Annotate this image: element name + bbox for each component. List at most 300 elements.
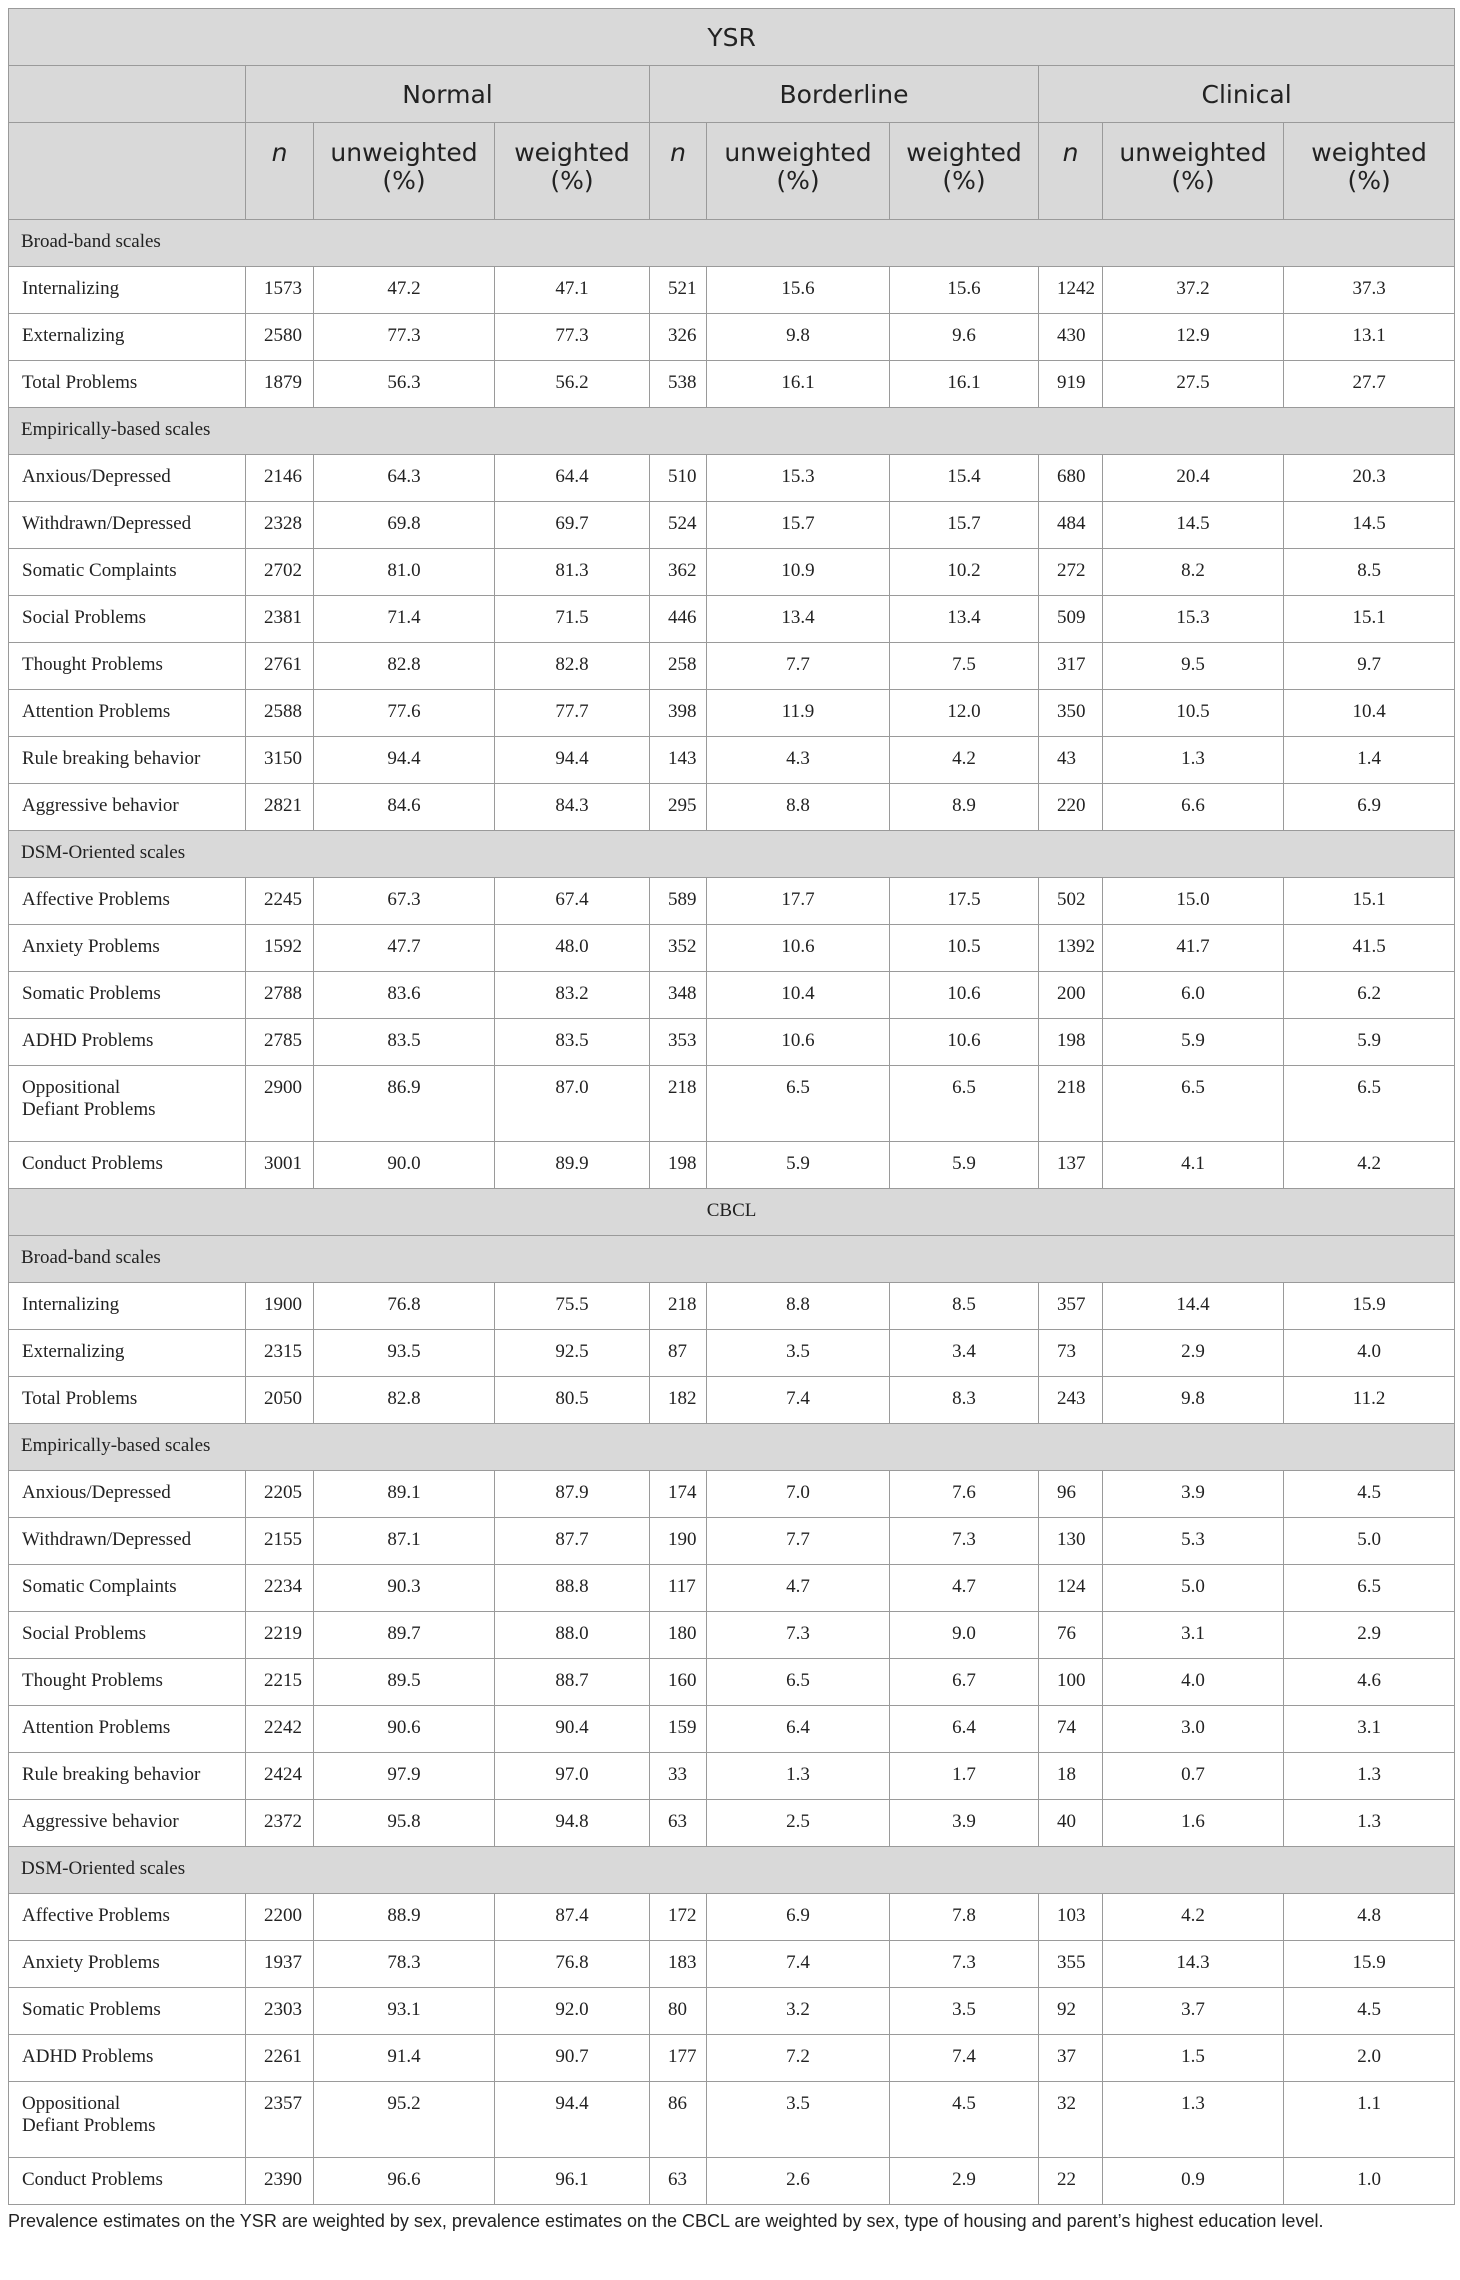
cell-weighted: 83.5 <box>495 1019 650 1066</box>
cell-weighted: 1.1 <box>1284 2082 1455 2158</box>
table-row <box>9 1706 1455 1753</box>
cell-n: 357 <box>1039 1283 1103 1330</box>
cell-weighted: 90.4 <box>495 1706 650 1753</box>
cell-unweighted: 94.4 <box>314 737 495 784</box>
row-label: Somatic Complaints <box>9 1565 246 1612</box>
section-header-row <box>9 1847 1455 1894</box>
cell-n: 2219 <box>246 1612 314 1659</box>
cell-weighted: 47.1 <box>495 267 650 314</box>
header-unweighted: unweighted (%) <box>707 123 890 220</box>
table-row <box>9 2158 1455 2205</box>
row-label: Rule breaking behavior <box>9 1753 246 1800</box>
cell-n: 680 <box>1039 455 1103 502</box>
cell-unweighted: 4.3 <box>707 737 890 784</box>
cell-n: 524 <box>650 502 707 549</box>
cell-weighted: 4.2 <box>890 737 1039 784</box>
cell-n: 2372 <box>246 1800 314 1847</box>
cell-weighted: 4.0 <box>1284 1330 1455 1377</box>
row-label: Total Problems <box>9 361 246 408</box>
cell-unweighted: 3.1 <box>1103 1612 1284 1659</box>
row-label: Externalizing <box>9 1330 246 1377</box>
cell-unweighted: 82.8 <box>314 1377 495 1424</box>
cell-n: 446 <box>650 596 707 643</box>
cell-n: 63 <box>650 2158 707 2205</box>
cell-weighted: 87.9 <box>495 1471 650 1518</box>
cell-weighted: 87.4 <box>495 1894 650 1941</box>
cell-weighted: 15.7 <box>890 502 1039 549</box>
cell-n: 33 <box>650 1753 707 1800</box>
cell-n: 2900 <box>246 1066 314 1142</box>
cell-unweighted: 89.5 <box>314 1659 495 1706</box>
cell-weighted: 4.5 <box>1284 1471 1455 1518</box>
cell-n: 2303 <box>246 1988 314 2035</box>
cell-weighted: 7.8 <box>890 1894 1039 1941</box>
cell-n: 198 <box>650 1142 707 1189</box>
section-header-row <box>9 1424 1455 1471</box>
cell-unweighted: 1.3 <box>1103 2082 1284 2158</box>
cell-unweighted: 77.6 <box>314 690 495 737</box>
cell-weighted: 2.9 <box>1284 1612 1455 1659</box>
cell-weighted: 1.3 <box>1284 1800 1455 1847</box>
cell-n: 2315 <box>246 1330 314 1377</box>
cell-n: 3150 <box>246 737 314 784</box>
cell-unweighted: 69.8 <box>314 502 495 549</box>
row-label: Affective Problems <box>9 1894 246 1941</box>
cell-weighted: 75.5 <box>495 1283 650 1330</box>
cell-weighted: 6.7 <box>890 1659 1039 1706</box>
cell-unweighted: 14.4 <box>1103 1283 1284 1330</box>
cell-n: 362 <box>650 549 707 596</box>
cell-weighted: 9.6 <box>890 314 1039 361</box>
table-row <box>9 690 1455 737</box>
cell-n: 2588 <box>246 690 314 737</box>
cell-weighted: 8.5 <box>1284 549 1455 596</box>
table-row <box>9 1471 1455 1518</box>
cell-weighted: 7.6 <box>890 1471 1039 1518</box>
table-row <box>9 972 1455 1019</box>
cell-unweighted: 9.5 <box>1103 643 1284 690</box>
cell-weighted: 56.2 <box>495 361 650 408</box>
table-row <box>9 925 1455 972</box>
cell-n: 80 <box>650 1988 707 2035</box>
cell-unweighted: 47.7 <box>314 925 495 972</box>
cell-unweighted: 6.4 <box>707 1706 890 1753</box>
cell-unweighted: 9.8 <box>1103 1377 1284 1424</box>
cell-unweighted: 83.6 <box>314 972 495 1019</box>
cell-unweighted: 1.3 <box>1103 737 1284 784</box>
cell-unweighted: 7.4 <box>707 1377 890 1424</box>
cell-unweighted: 95.8 <box>314 1800 495 1847</box>
cell-n: 2580 <box>246 314 314 361</box>
cell-unweighted: 5.3 <box>1103 1518 1284 1565</box>
cell-weighted: 6.5 <box>1284 1066 1455 1142</box>
instrument-header-ysr: YSR <box>9 9 1455 66</box>
cell-n: 2424 <box>246 1753 314 1800</box>
cell-weighted: 13.4 <box>890 596 1039 643</box>
cell-unweighted: 78.3 <box>314 1941 495 1988</box>
cell-unweighted: 15.3 <box>707 455 890 502</box>
cell-unweighted: 86.9 <box>314 1066 495 1142</box>
cell-unweighted: 16.1 <box>707 361 890 408</box>
cell-unweighted: 90.3 <box>314 1565 495 1612</box>
cell-n: 3001 <box>246 1142 314 1189</box>
cell-n: 117 <box>650 1565 707 1612</box>
cell-unweighted: 47.2 <box>314 267 495 314</box>
table-row <box>9 1988 1455 2035</box>
cell-n: 2245 <box>246 878 314 925</box>
table-row <box>9 1800 1455 1847</box>
header-unweighted: unweighted (%) <box>1103 123 1284 220</box>
cell-n: 1242 <box>1039 267 1103 314</box>
cell-weighted: 17.5 <box>890 878 1039 925</box>
cell-unweighted: 41.7 <box>1103 925 1284 972</box>
cell-n: 63 <box>650 1800 707 1847</box>
cell-n: 2381 <box>246 596 314 643</box>
cell-unweighted: 14.3 <box>1103 1941 1284 1988</box>
cell-weighted: 3.1 <box>1284 1706 1455 1753</box>
cell-unweighted: 67.3 <box>314 878 495 925</box>
cell-weighted: 92.0 <box>495 1988 650 2035</box>
cell-weighted: 1.7 <box>890 1753 1039 1800</box>
cell-n: 180 <box>650 1612 707 1659</box>
cell-weighted: 8.3 <box>890 1377 1039 1424</box>
cell-n: 137 <box>1039 1142 1103 1189</box>
cell-unweighted: 7.2 <box>707 2035 890 2082</box>
cell-n: 1879 <box>246 361 314 408</box>
cell-n: 243 <box>1039 1377 1103 1424</box>
row-label: Somatic Complaints <box>9 549 246 596</box>
cell-weighted: 16.1 <box>890 361 1039 408</box>
cell-weighted: 7.3 <box>890 1941 1039 1988</box>
cell-unweighted: 3.5 <box>707 2082 890 2158</box>
row-label: Aggressive behavior <box>9 1800 246 1847</box>
row-label: ADHD Problems <box>9 2035 246 2082</box>
prevalence-table <box>8 8 1455 2205</box>
header-weighted: weighted (%) <box>495 123 650 220</box>
table-row <box>9 1894 1455 1941</box>
cell-unweighted: 2.6 <box>707 2158 890 2205</box>
cell-weighted: 96.1 <box>495 2158 650 2205</box>
cell-weighted: 4.5 <box>890 2082 1039 2158</box>
cell-weighted: 41.5 <box>1284 925 1455 972</box>
section-title: Broad-band scales <box>9 220 1455 267</box>
cell-weighted: 8.5 <box>890 1283 1039 1330</box>
table-row <box>9 361 1455 408</box>
cell-n: 130 <box>1039 1518 1103 1565</box>
cell-weighted: 6.9 <box>1284 784 1455 831</box>
cell-n: 160 <box>650 1659 707 1706</box>
cell-n: 398 <box>650 690 707 737</box>
cell-n: 2155 <box>246 1518 314 1565</box>
cell-unweighted: 1.5 <box>1103 2035 1284 2082</box>
row-label: Withdrawn/Depressed <box>9 502 246 549</box>
header-borderline: Borderline <box>650 66 1039 123</box>
cell-unweighted: 89.1 <box>314 1471 495 1518</box>
cell-n: 198 <box>1039 1019 1103 1066</box>
header-normal: Normal <box>246 66 650 123</box>
cell-unweighted: 6.9 <box>707 1894 890 1941</box>
cell-weighted: 90.7 <box>495 2035 650 2082</box>
cell-n: 326 <box>650 314 707 361</box>
cell-n: 430 <box>1039 314 1103 361</box>
row-label: ADHD Problems <box>9 1019 246 1066</box>
cell-weighted: 97.0 <box>495 1753 650 1800</box>
cell-n: 218 <box>650 1066 707 1142</box>
cell-weighted: 88.0 <box>495 1612 650 1659</box>
row-label: Conduct Problems <box>9 1142 246 1189</box>
section-title: Broad-band scales <box>9 1236 1455 1283</box>
cell-n: 484 <box>1039 502 1103 549</box>
section-title: Empirically-based scales <box>9 408 1455 455</box>
table-footnote: Prevalence estimates on the YSR are weighted by sex, prevalence estimates on the CBCL are weighted by sex, type of housing and parent’s highest education level. <box>8 2211 1324 2231</box>
cell-n: 2200 <box>246 1894 314 1941</box>
header-weighted: weighted (%) <box>890 123 1039 220</box>
table-row <box>9 1283 1455 1330</box>
cell-n: 2761 <box>246 643 314 690</box>
cell-weighted: 87.0 <box>495 1066 650 1142</box>
cell-weighted: 3.9 <box>890 1800 1039 1847</box>
section-header-row <box>9 408 1455 455</box>
cell-unweighted: 7.7 <box>707 1518 890 1565</box>
table-row <box>9 267 1455 314</box>
cell-n: 218 <box>650 1283 707 1330</box>
row-label: Oppositional Defiant Problems <box>9 1066 246 1142</box>
cell-unweighted: 93.1 <box>314 1988 495 2035</box>
row-label: Affective Problems <box>9 878 246 925</box>
cell-n: 353 <box>650 1019 707 1066</box>
cell-weighted: 15.4 <box>890 455 1039 502</box>
cell-unweighted: 27.5 <box>1103 361 1284 408</box>
cell-weighted: 4.5 <box>1284 1988 1455 2035</box>
cell-n: 2821 <box>246 784 314 831</box>
cell-unweighted: 77.3 <box>314 314 495 361</box>
cell-weighted: 6.5 <box>890 1066 1039 1142</box>
cell-weighted: 7.3 <box>890 1518 1039 1565</box>
cell-unweighted: 15.6 <box>707 267 890 314</box>
cell-unweighted: 1.6 <box>1103 1800 1284 1847</box>
row-label: Anxiety Problems <box>9 925 246 972</box>
row-label: Internalizing <box>9 267 246 314</box>
cell-weighted: 14.5 <box>1284 502 1455 549</box>
cell-n: 2234 <box>246 1565 314 1612</box>
cell-n: 40 <box>1039 1800 1103 1847</box>
section-title: DSM-Oriented scales <box>9 831 1455 878</box>
table-row <box>9 1753 1455 1800</box>
section-header-row <box>9 1236 1455 1283</box>
cell-unweighted: 15.7 <box>707 502 890 549</box>
cell-n: 74 <box>1039 1706 1103 1753</box>
cell-unweighted: 88.9 <box>314 1894 495 1941</box>
cell-unweighted: 5.0 <box>1103 1565 1284 1612</box>
cell-unweighted: 93.5 <box>314 1330 495 1377</box>
cell-n: 2050 <box>246 1377 314 1424</box>
cell-weighted: 10.5 <box>890 925 1039 972</box>
cell-n: 92 <box>1039 1988 1103 2035</box>
cell-weighted: 67.4 <box>495 878 650 925</box>
cell-n: 2390 <box>246 2158 314 2205</box>
cell-unweighted: 13.4 <box>707 596 890 643</box>
table-row <box>9 314 1455 361</box>
table-row <box>9 2082 1455 2158</box>
header-weighted: weighted (%) <box>1284 123 1455 220</box>
cell-weighted: 4.6 <box>1284 1659 1455 1706</box>
cell-weighted: 4.8 <box>1284 1894 1455 1941</box>
cell-weighted: 6.4 <box>890 1706 1039 1753</box>
cell-unweighted: 6.0 <box>1103 972 1284 1019</box>
table-row <box>9 1518 1455 1565</box>
table-row <box>9 1142 1455 1189</box>
cell-unweighted: 15.0 <box>1103 878 1284 925</box>
cell-n: 348 <box>650 972 707 1019</box>
cell-unweighted: 10.9 <box>707 549 890 596</box>
row-label: Total Problems <box>9 1377 246 1424</box>
cell-unweighted: 87.1 <box>314 1518 495 1565</box>
table-row <box>9 784 1455 831</box>
cell-weighted: 20.3 <box>1284 455 1455 502</box>
cell-unweighted: 89.7 <box>314 1612 495 1659</box>
table-row <box>9 878 1455 925</box>
table-row <box>9 502 1455 549</box>
cell-n: 2788 <box>246 972 314 1019</box>
cell-unweighted: 2.5 <box>707 1800 890 1847</box>
cell-unweighted: 4.7 <box>707 1565 890 1612</box>
cell-unweighted: 0.7 <box>1103 1753 1284 1800</box>
cell-unweighted: 3.0 <box>1103 1706 1284 1753</box>
cell-unweighted: 6.5 <box>1103 1066 1284 1142</box>
cell-n: 218 <box>1039 1066 1103 1142</box>
cell-n: 1392 <box>1039 925 1103 972</box>
cell-unweighted: 8.8 <box>707 1283 890 1330</box>
cell-n: 100 <box>1039 1659 1103 1706</box>
prevalence-table-figure <box>8 8 1454 2232</box>
cell-n: 2215 <box>246 1659 314 1706</box>
cell-unweighted: 17.7 <box>707 878 890 925</box>
row-label: Withdrawn/Depressed <box>9 1518 246 1565</box>
section-title: DSM-Oriented scales <box>9 1847 1455 1894</box>
cell-n: 919 <box>1039 361 1103 408</box>
cell-weighted: 71.5 <box>495 596 650 643</box>
cell-n: 183 <box>650 1941 707 1988</box>
cell-unweighted: 1.3 <box>707 1753 890 1800</box>
header-blank <box>9 123 246 220</box>
cell-unweighted: 0.9 <box>1103 2158 1284 2205</box>
cell-n: 86 <box>650 2082 707 2158</box>
cell-n: 174 <box>650 1471 707 1518</box>
cell-unweighted: 5.9 <box>707 1142 890 1189</box>
cell-weighted: 2.0 <box>1284 2035 1455 2082</box>
table-row <box>9 549 1455 596</box>
cell-unweighted: 2.9 <box>1103 1330 1284 1377</box>
cell-n: 43 <box>1039 737 1103 784</box>
cell-n: 350 <box>1039 690 1103 737</box>
cell-n: 2328 <box>246 502 314 549</box>
cell-weighted: 82.8 <box>495 643 650 690</box>
cell-weighted: 1.4 <box>1284 737 1455 784</box>
table-row <box>9 1066 1455 1142</box>
cell-unweighted: 95.2 <box>314 2082 495 2158</box>
cell-unweighted: 97.9 <box>314 1753 495 1800</box>
cell-weighted: 5.9 <box>1284 1019 1455 1066</box>
cell-weighted: 76.8 <box>495 1941 650 1988</box>
table-row <box>9 1941 1455 1988</box>
cell-unweighted: 6.5 <box>707 1066 890 1142</box>
cell-weighted: 27.7 <box>1284 361 1455 408</box>
table-row <box>9 2035 1455 2082</box>
cell-unweighted: 4.0 <box>1103 1659 1284 1706</box>
cell-unweighted: 9.8 <box>707 314 890 361</box>
cell-unweighted: 3.5 <box>707 1330 890 1377</box>
cell-n: 2242 <box>246 1706 314 1753</box>
table-row <box>9 1659 1455 1706</box>
row-label: Anxious/Depressed <box>9 455 246 502</box>
cell-unweighted: 37.2 <box>1103 267 1284 314</box>
cell-weighted: 7.4 <box>890 2035 1039 2082</box>
header-unweighted: unweighted (%) <box>314 123 495 220</box>
cell-unweighted: 96.6 <box>314 2158 495 2205</box>
cell-n: 2146 <box>246 455 314 502</box>
table-body <box>9 220 1455 2205</box>
cell-n: 37 <box>1039 2035 1103 2082</box>
cell-weighted: 6.2 <box>1284 972 1455 1019</box>
cell-weighted: 15.9 <box>1284 1283 1455 1330</box>
cell-n: 295 <box>650 784 707 831</box>
cell-n: 73 <box>1039 1330 1103 1377</box>
cell-weighted: 10.6 <box>890 972 1039 1019</box>
cell-unweighted: 7.3 <box>707 1612 890 1659</box>
cell-unweighted: 15.3 <box>1103 596 1284 643</box>
cell-unweighted: 3.9 <box>1103 1471 1284 1518</box>
cell-n: 352 <box>650 925 707 972</box>
cell-weighted: 94.4 <box>495 2082 650 2158</box>
cell-weighted: 3.5 <box>890 1988 1039 2035</box>
cell-weighted: 92.5 <box>495 1330 650 1377</box>
cell-weighted: 1.3 <box>1284 1753 1455 1800</box>
cell-weighted: 15.9 <box>1284 1941 1455 1988</box>
cell-weighted: 11.2 <box>1284 1377 1455 1424</box>
cell-unweighted: 10.4 <box>707 972 890 1019</box>
cell-weighted: 7.5 <box>890 643 1039 690</box>
cell-unweighted: 10.6 <box>707 925 890 972</box>
cell-n: 18 <box>1039 1753 1103 1800</box>
row-label: Social Problems <box>9 1612 246 1659</box>
header-blank <box>9 66 246 123</box>
cell-unweighted: 3.7 <box>1103 1988 1284 2035</box>
row-label: Conduct Problems <box>9 2158 246 2205</box>
table-row <box>9 1330 1455 1377</box>
section-header-row <box>9 831 1455 878</box>
table-row <box>9 1565 1455 1612</box>
row-label: Aggressive behavior <box>9 784 246 831</box>
cell-unweighted: 14.5 <box>1103 502 1284 549</box>
cell-unweighted: 7.4 <box>707 1941 890 1988</box>
row-label: Thought Problems <box>9 643 246 690</box>
cell-weighted: 9.7 <box>1284 643 1455 690</box>
row-label: Oppositional Defiant Problems <box>9 2082 246 2158</box>
cell-weighted: 6.5 <box>1284 1565 1455 1612</box>
table-row <box>9 643 1455 690</box>
cell-n: 589 <box>650 878 707 925</box>
table-row <box>9 737 1455 784</box>
cell-weighted: 4.7 <box>890 1565 1039 1612</box>
cell-unweighted: 8.8 <box>707 784 890 831</box>
table-row <box>9 1019 1455 1066</box>
cell-n: 1937 <box>246 1941 314 1988</box>
cell-n: 2261 <box>246 2035 314 2082</box>
cell-weighted: 84.3 <box>495 784 650 831</box>
cell-n: 143 <box>650 737 707 784</box>
cell-unweighted: 71.4 <box>314 596 495 643</box>
cell-weighted: 3.4 <box>890 1330 1039 1377</box>
